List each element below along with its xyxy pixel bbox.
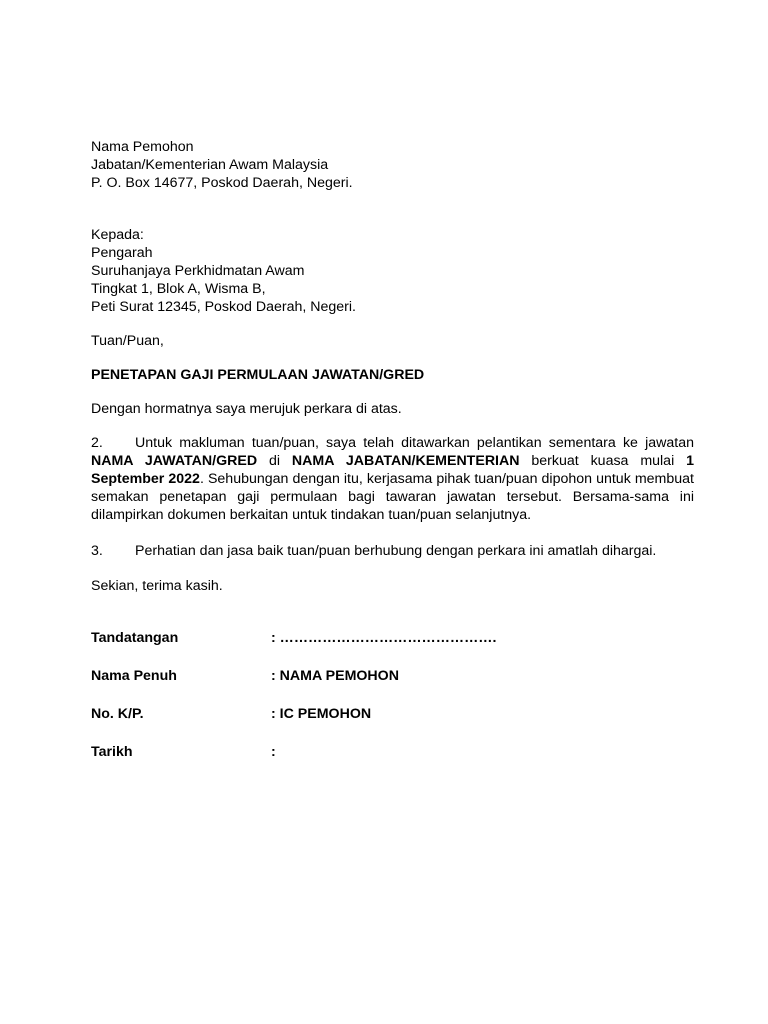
- opening-sentence: Dengan hormatnya saya merujuk perkara di atas.: [91, 401, 402, 417]
- paragraph-2-text-d: . Sehubungan dengan itu, kerjasama pihak tuan/puan dipohon untuk membuat semakan penetapan gaji permulaan bagi tawaran jawatan tersebut. Bersama-sama ini dilampirkan dokumen berkaitan untuk tindakan tuan/puan selanjutnya.: [91, 471, 694, 523]
- paragraph-2-text-b: di: [257, 453, 292, 469]
- paragraph-3-number: 3.: [91, 543, 103, 559]
- paragraph-2-number: 2.: [91, 435, 103, 451]
- position-name: NAMA JAWATAN/GRED: [91, 453, 258, 469]
- ic-number-label: No. K/P.: [91, 706, 144, 722]
- effective-date: 1 September 2022: [91, 453, 694, 487]
- recipient-title: Pengarah: [91, 245, 153, 261]
- salutation: Tuan/Puan,: [91, 333, 164, 349]
- sender-address: P. O. Box 14677, Poskod Daerah, Negeri.: [91, 175, 353, 191]
- recipient-organization: Suruhanjaya Perkhidmatan Awam: [91, 263, 305, 279]
- signature-value: : ……………………………………….: [271, 630, 497, 646]
- paragraph-2: [91, 434, 694, 524]
- department-name: NAMA JABATAN/KEMENTERIAN: [291, 453, 520, 469]
- date-label: Tarikh: [91, 744, 133, 760]
- paragraph-2-text-c: berkuat kuasa mulai: [519, 453, 687, 469]
- recipient-block: [91, 226, 694, 316]
- date-value: :: [271, 744, 276, 760]
- paragraph-2-text-a: Untuk makluman tuan/puan, saya telah ditawarkan pelantikan sementara ke jawatan: [135, 435, 694, 451]
- signature-label: Tandatangan: [91, 630, 179, 646]
- letter-subject: PENETAPAN GAJI PERMULAAN JAWATAN/GRED: [91, 367, 425, 383]
- sender-name: Nama Pemohon: [91, 139, 194, 155]
- date-row: [91, 743, 694, 761]
- full-name-label: Nama Penuh: [91, 668, 177, 684]
- recipient-address-line2: Peti Surat 12345, Poskod Daerah, Negeri.: [91, 299, 356, 315]
- full-name-row: [91, 667, 694, 685]
- ic-number-value: : IC PEMOHON: [271, 706, 372, 722]
- signature-block: [91, 629, 694, 761]
- letter-page: [91, 138, 694, 761]
- paragraph-3: [91, 542, 694, 560]
- closing: Sekian, terima kasih.: [91, 578, 223, 594]
- recipient-address-line1: Tingkat 1, Blok A, Wisma B,: [91, 281, 266, 297]
- ic-number-row: [91, 705, 694, 723]
- recipient-to-label: Kepada:: [91, 227, 144, 243]
- paragraph-3-text: Perhatian dan jasa baik tuan/puan berhubung dengan perkara ini amatlah dihargai.: [135, 543, 657, 559]
- full-name-value: : NAMA PEMOHON: [271, 668, 399, 684]
- sender-block: [91, 138, 694, 192]
- signature-row: [91, 629, 694, 647]
- sender-department: Jabatan/Kementerian Awam Malaysia: [91, 157, 329, 173]
